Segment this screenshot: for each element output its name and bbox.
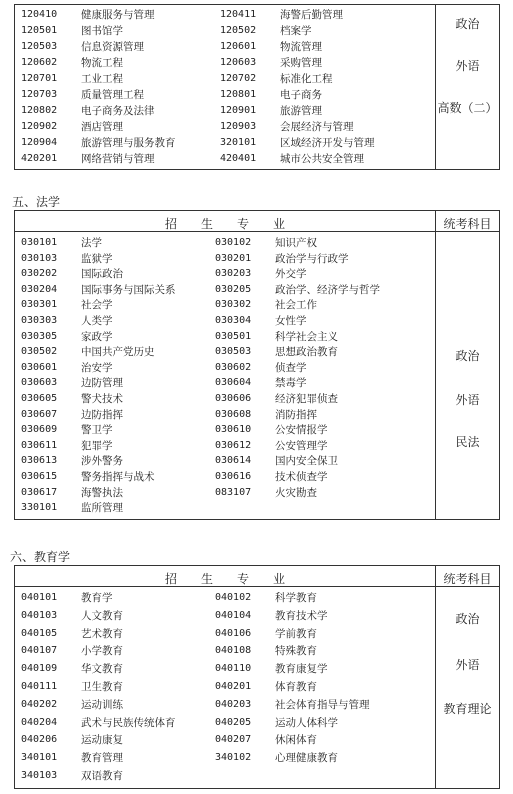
major-code: 030617	[21, 486, 58, 498]
major-code: 030103	[21, 252, 58, 264]
major-name: 公安管理学	[275, 439, 328, 452]
major-name: 电子商务	[280, 89, 322, 101]
major-code: 030102	[215, 237, 252, 248]
table-row-entry	[220, 87, 420, 103]
major-code: 030603	[21, 377, 58, 389]
major-code: 030304	[215, 315, 252, 326]
table-row-entry	[21, 375, 221, 391]
major-name: 体育教育	[275, 681, 317, 693]
table-row-entry	[220, 103, 420, 119]
major-code: 030611	[21, 439, 58, 451]
table-row-entry	[21, 438, 221, 454]
table-row-entry	[21, 500, 221, 516]
major-name: 艺术教育	[81, 627, 123, 640]
subjects-column	[435, 5, 500, 169]
major-code: 030301	[21, 299, 58, 311]
major-code: 040102	[215, 592, 252, 603]
major-name: 运动训练	[81, 698, 123, 711]
major-name: 海警后勤管理	[280, 9, 343, 21]
major-code: 040106	[215, 627, 252, 639]
major-code: 120501	[21, 25, 58, 36]
table-row-entry	[21, 87, 221, 103]
table-row-entry	[21, 608, 221, 624]
major-name: 区域经济开发与管理	[280, 137, 375, 149]
major-name: 技术侦查学	[275, 471, 328, 483]
table-row-entry	[21, 7, 221, 23]
header-subject: 统考科目	[443, 572, 492, 586]
major-code: 030303	[21, 315, 58, 326]
major-name: 警卫学	[81, 424, 113, 437]
major-code: 030612	[215, 439, 252, 451]
exam-subject: 教育理论	[443, 702, 492, 716]
table-row-entry	[220, 71, 420, 87]
major-name: 工业工程	[81, 73, 123, 85]
major-code: 030609	[21, 424, 58, 436]
table-section-6	[14, 565, 500, 789]
table-row-entry	[215, 266, 415, 282]
table-row-entry	[220, 7, 420, 23]
major-name: 涉外警务	[81, 455, 123, 468]
major-code: 040104	[215, 609, 252, 621]
subjects-column	[435, 211, 500, 519]
major-name: 物流工程	[81, 57, 123, 69]
major-code: 030604	[215, 377, 252, 389]
table-row-entry	[21, 235, 221, 251]
major-name: 海警执法	[81, 486, 123, 499]
major-name: 华文教育	[81, 663, 123, 676]
major-code: 030503	[215, 346, 252, 358]
major-name: 科学教育	[275, 592, 317, 604]
major-code: 083107	[215, 486, 252, 498]
major-name: 外交学	[275, 268, 307, 281]
major-name: 家政学	[81, 330, 113, 343]
table-row-entry	[220, 135, 420, 151]
table-row-entry	[215, 251, 415, 267]
table-row-entry	[215, 391, 415, 407]
major-code: 030605	[21, 393, 58, 404]
major-name: 公安情报学	[275, 424, 328, 437]
major-name: 社会体育指导与管理	[275, 698, 370, 711]
major-code: 120701	[21, 73, 58, 84]
major-name: 法学	[81, 237, 102, 249]
major-name: 侦查学	[275, 361, 307, 374]
major-name: 运动人体科学	[275, 716, 338, 729]
table-row-entry	[215, 438, 415, 454]
major-name: 运动康复	[81, 734, 123, 747]
major-code: 030305	[21, 330, 58, 342]
major-name: 心理健康教育	[275, 752, 338, 765]
major-code: 040105	[21, 627, 58, 639]
major-code: 040201	[215, 681, 252, 692]
major-code: 040108	[215, 645, 252, 657]
section-title-law: 五、法学	[12, 195, 61, 209]
major-code: 330101	[21, 502, 58, 514]
table-row-entry	[21, 297, 221, 313]
major-code: 040110	[215, 663, 252, 675]
major-code: 040203	[215, 698, 252, 710]
major-code: 030204	[21, 283, 58, 295]
table-row-entry	[21, 422, 221, 438]
major-name: 图书馆学	[81, 25, 123, 37]
major-code: 030101	[21, 237, 58, 248]
table-row-entry	[21, 750, 221, 766]
table-row-entry	[21, 768, 221, 784]
major-name: 教育康复学	[275, 663, 328, 676]
table-row-entry	[215, 679, 415, 695]
major-name: 人文教育	[81, 609, 123, 622]
table-row-entry	[21, 407, 221, 423]
table-row-entry	[220, 151, 420, 167]
table-row-entry	[21, 23, 221, 39]
major-code: 030501	[215, 330, 252, 342]
table-row-entry	[21, 590, 221, 606]
major-code: 120503	[21, 41, 58, 52]
major-name: 双语教育	[81, 770, 123, 782]
table-row-entry	[220, 119, 420, 135]
major-code: 030616	[215, 471, 252, 482]
major-name: 教育学	[81, 592, 113, 604]
table-row-entry	[215, 235, 415, 251]
table-row-entry	[215, 715, 415, 731]
table-row-entry	[21, 135, 221, 151]
major-code: 040205	[215, 716, 252, 728]
major-name: 治安学	[81, 361, 113, 374]
major-code: 120903	[220, 121, 257, 132]
table-row-entry	[21, 453, 221, 469]
table-row-entry	[21, 313, 221, 329]
major-code: 120802	[21, 105, 58, 116]
table-row-entry	[215, 453, 415, 469]
major-code: 120901	[220, 105, 257, 116]
table-section-5	[14, 210, 500, 520]
table-row-entry	[21, 679, 221, 695]
major-name: 监所管理	[81, 502, 123, 515]
major-code: 030602	[215, 361, 252, 373]
major-code: 120601	[220, 41, 257, 52]
major-code: 120602	[21, 57, 58, 68]
major-code: 030610	[215, 424, 252, 436]
major-code: 030302	[215, 299, 252, 311]
major-code: 040204	[21, 716, 58, 728]
table-row-entry	[215, 360, 415, 376]
major-code: 120904	[21, 137, 58, 148]
major-code: 120801	[220, 89, 257, 100]
major-code: 040103	[21, 609, 58, 621]
exam-subject: 高数（二）	[437, 101, 498, 115]
major-name: 档案学	[280, 25, 312, 37]
major-name: 边防指挥	[81, 408, 123, 421]
table-row-entry	[21, 732, 221, 748]
major-name: 旅游管理	[280, 105, 322, 117]
table-row-entry	[21, 39, 221, 55]
table-row-entry	[215, 375, 415, 391]
table-row-entry	[215, 297, 415, 313]
table-row-entry	[215, 697, 415, 713]
exam-subject: 外语	[455, 393, 480, 407]
major-code: 420401	[220, 153, 257, 164]
table-row-entry	[21, 251, 221, 267]
major-code: 120502	[220, 25, 257, 36]
table-section-4	[14, 4, 500, 170]
header-subject: 统考科目	[443, 217, 492, 231]
major-name: 经济犯罪侦查	[275, 393, 338, 405]
table-row-entry	[215, 643, 415, 659]
table-row-entry	[21, 485, 221, 501]
table-row-entry	[21, 71, 221, 87]
table-row-entry	[215, 626, 415, 642]
major-name: 学前教育	[275, 627, 317, 640]
major-name: 知识产权	[275, 237, 317, 249]
major-name: 小学教育	[81, 645, 123, 658]
table-row-entry	[220, 23, 420, 39]
major-name: 采购管理	[280, 57, 322, 69]
major-name: 禁毒学	[275, 377, 307, 390]
major-code: 040206	[21, 734, 58, 746]
table-row-entry	[21, 103, 221, 119]
major-code: 340102	[215, 752, 252, 764]
exam-subject: 民法	[455, 435, 480, 449]
subjects-column	[435, 566, 500, 788]
major-code: 030502	[21, 346, 58, 358]
table-row-entry	[215, 344, 415, 360]
major-name: 网络营销与管理	[81, 153, 155, 165]
major-name: 火灾勘查	[275, 486, 317, 499]
exam-subject: 政治	[455, 17, 480, 31]
table-row-entry	[21, 282, 221, 298]
major-code: 030615	[21, 471, 58, 482]
table-row-entry	[21, 469, 221, 485]
major-code: 030613	[21, 455, 58, 467]
major-name: 思想政治教育	[275, 346, 338, 359]
major-name: 国际政治	[81, 268, 123, 281]
major-code: 030608	[215, 408, 252, 420]
major-name: 信息资源管理	[81, 41, 144, 53]
major-name: 酒店管理	[81, 121, 123, 133]
major-name: 物流管理	[280, 41, 322, 53]
major-name: 卫生教育	[81, 681, 123, 693]
table-row-entry	[21, 266, 221, 282]
table-row-entry	[215, 422, 415, 438]
major-code: 030202	[21, 268, 58, 280]
major-code: 030205	[215, 283, 252, 295]
major-name: 中国共产党历史	[81, 346, 155, 359]
table-row-entry	[215, 407, 415, 423]
table-row-entry	[220, 55, 420, 71]
table-row-entry	[215, 661, 415, 677]
major-name: 质量管理工程	[81, 89, 144, 101]
major-code: 040109	[21, 663, 58, 675]
major-name: 监狱学	[81, 252, 113, 265]
major-name: 教育管理	[81, 752, 123, 765]
table-row-entry	[215, 732, 415, 748]
table-row-entry	[21, 329, 221, 345]
major-code: 030606	[215, 393, 252, 404]
table-row-entry	[21, 626, 221, 642]
major-code: 030601	[21, 361, 58, 373]
major-code: 030201	[215, 252, 252, 264]
table-row-entry	[215, 590, 415, 606]
major-name: 警犬技术	[81, 393, 123, 405]
major-name: 武术与民族传统体育	[81, 716, 176, 729]
table-row-entry	[220, 39, 420, 55]
major-code: 030203	[215, 268, 252, 280]
table-row-entry	[215, 485, 415, 501]
major-code: 040111	[21, 681, 58, 692]
header-major: 招 生 专 业	[164, 217, 285, 231]
table-row-entry	[215, 750, 415, 766]
major-name: 科学社会主义	[275, 330, 338, 343]
major-name: 城市公共安全管理	[280, 153, 364, 165]
major-name: 健康服务与管理	[81, 9, 155, 21]
major-code: 040207	[215, 734, 252, 746]
major-name: 社会工作	[275, 299, 317, 312]
exam-subject: 政治	[455, 349, 480, 363]
table-row-entry	[21, 344, 221, 360]
table-row-entry	[21, 151, 221, 167]
major-code: 120703	[21, 89, 58, 100]
major-code: 030614	[215, 455, 252, 467]
table-row-entry	[215, 768, 415, 784]
table-row-entry	[215, 313, 415, 329]
major-code: 120411	[220, 9, 257, 20]
table-row-entry	[21, 119, 221, 135]
major-name: 边防管理	[81, 377, 123, 390]
major-code: 420201	[21, 153, 58, 164]
table-row-entry	[21, 55, 221, 71]
major-name: 政治学、经济学与哲学	[275, 283, 380, 296]
exam-subject: 政治	[455, 612, 480, 626]
major-code: 120902	[21, 121, 58, 132]
major-code: 340101	[21, 752, 58, 764]
table-row-entry	[215, 469, 415, 485]
major-name: 人类学	[81, 315, 113, 327]
exam-subject: 外语	[455, 59, 480, 73]
major-code: 340103	[21, 770, 58, 781]
header-major: 招 生 专 业	[164, 572, 285, 586]
table-row-entry	[215, 608, 415, 624]
major-name: 国内安全保卫	[275, 455, 338, 468]
major-code: 120410	[21, 9, 58, 20]
table-row-entry	[21, 715, 221, 731]
table-row-entry	[215, 282, 415, 298]
table-row-entry	[21, 661, 221, 677]
table-row-entry	[21, 697, 221, 713]
major-code: 120702	[220, 73, 257, 84]
major-name: 休闲体育	[275, 734, 317, 747]
exam-subject: 外语	[455, 658, 480, 672]
major-name: 犯罪学	[81, 439, 113, 452]
major-code: 040101	[21, 592, 58, 603]
major-code: 120603	[220, 57, 257, 68]
major-name: 警务指挥与战术	[81, 471, 155, 483]
table-row-entry	[21, 643, 221, 659]
major-name: 女性学	[275, 315, 307, 327]
major-name: 社会学	[81, 299, 113, 312]
major-name: 政治学与行政学	[275, 252, 349, 265]
table-row-entry	[21, 391, 221, 407]
table-row-entry	[215, 329, 415, 345]
major-name: 标准化工程	[280, 73, 333, 85]
major-code: 040107	[21, 645, 58, 657]
major-name: 旅游管理与服务教育	[81, 137, 176, 149]
major-code: 030607	[21, 408, 58, 420]
major-name: 国际事务与国际关系	[81, 283, 176, 296]
major-code: 320101	[220, 137, 257, 148]
major-name: 会展经济与管理	[280, 121, 354, 133]
major-name: 电子商务及法律	[81, 105, 155, 117]
major-name: 特殊教育	[275, 645, 317, 658]
major-name: 消防指挥	[275, 408, 317, 421]
table-row-entry	[21, 360, 221, 376]
major-code: 040202	[21, 698, 58, 710]
section-title-education: 六、教育学	[10, 550, 71, 564]
major-name: 教育技术学	[275, 609, 328, 622]
table-row-entry	[215, 500, 415, 516]
